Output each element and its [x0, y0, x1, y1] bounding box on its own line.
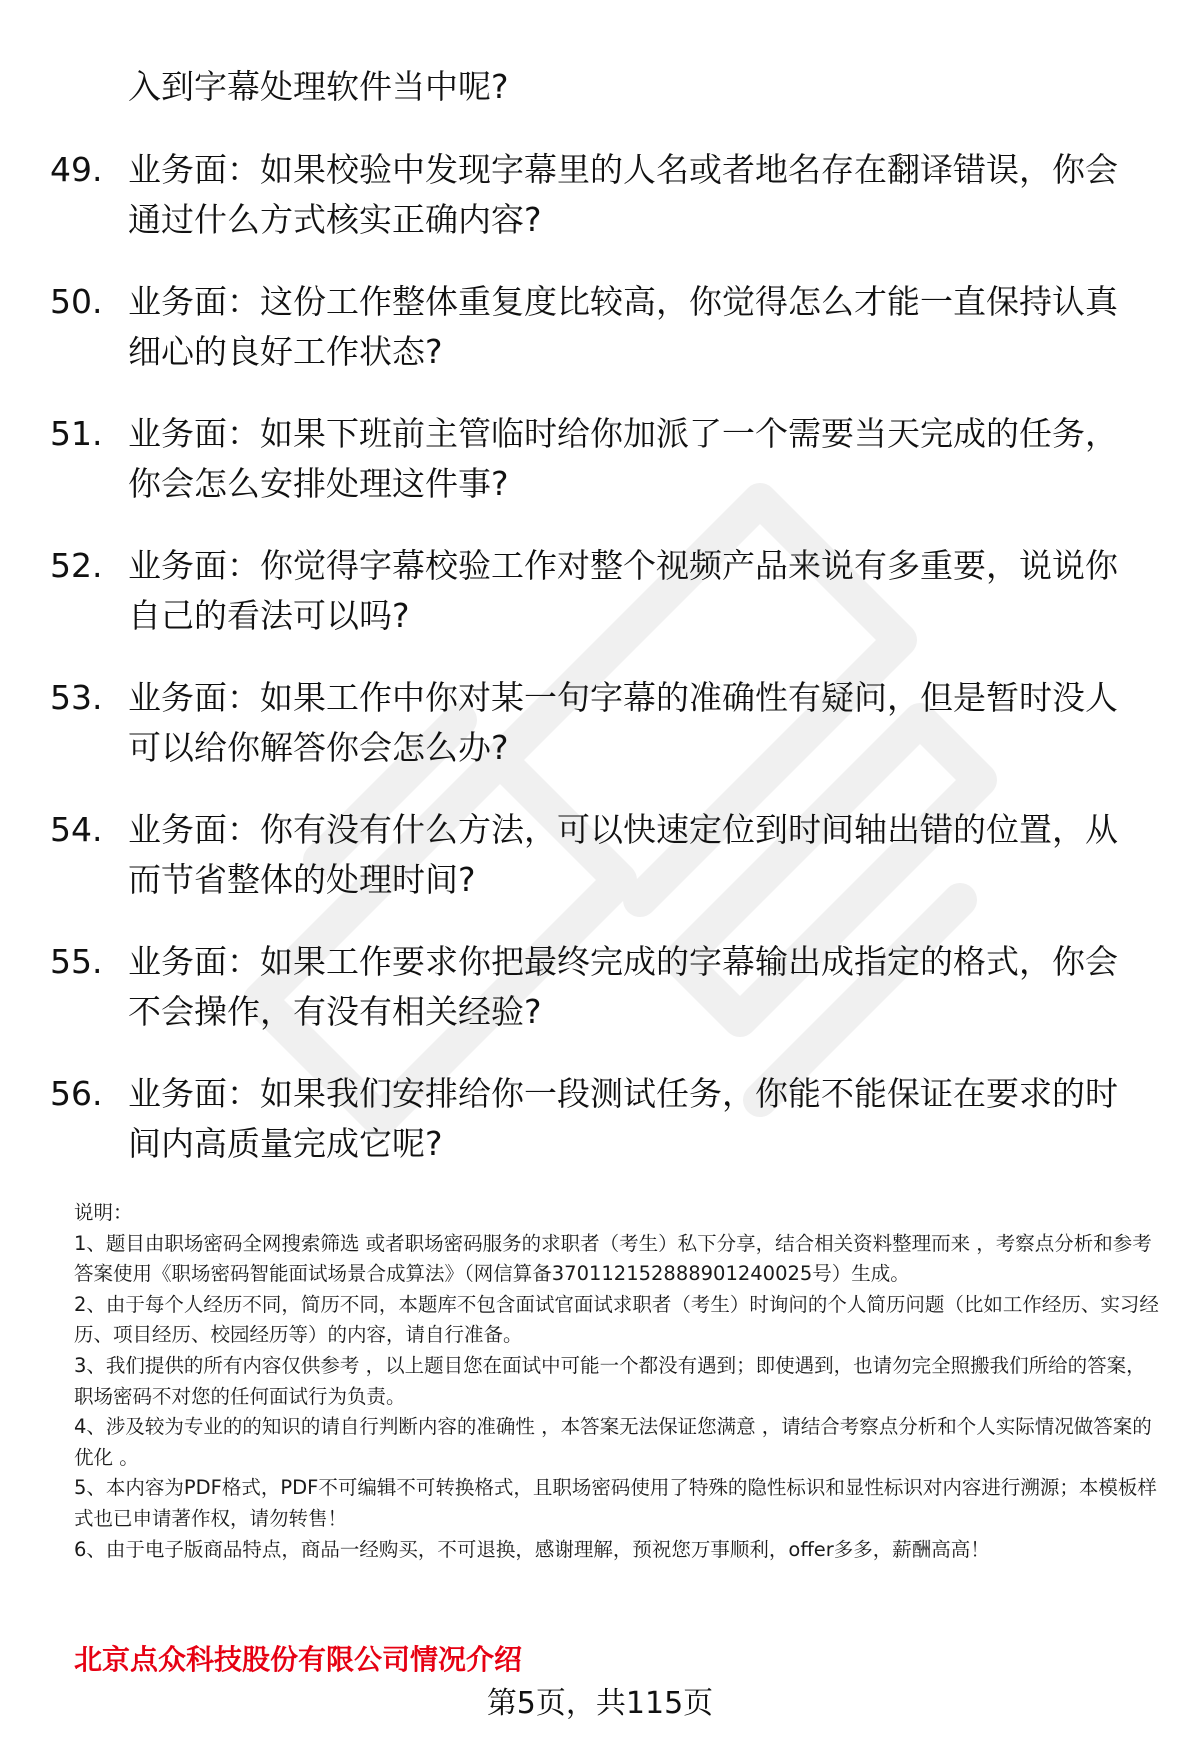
question-text: 业务面：如果工作要求你把最终完成的字幕输出成指定的格式，你会不会操作，有没有相关经验? — [128, 942, 1118, 1031]
question-text: 业务面：你觉得字幕校验工作对整个视频产品来说有多重要，说说你自己的看法可以吗? — [128, 546, 1118, 635]
question-item — [50, 937, 1150, 1069]
question-item — [50, 541, 1150, 673]
question-number: 49. — [50, 150, 103, 189]
company-section-title: 北京点众科技股份有限公司情况介绍 — [74, 1643, 523, 1676]
question-text: 业务面：如果工作中你对某一句字幕的准确性有疑问，但是暂时没人可以给你解答你会怎么办? — [128, 678, 1118, 767]
question-list — [50, 145, 1150, 1201]
question-item — [50, 805, 1150, 937]
question-text: 业务面：如果校验中发现字幕里的人名或者地名存在翻译错误，你会通过什么方式核实正确内容? — [128, 150, 1118, 239]
question-text: 业务面：你有没有什么方法，可以快速定位到时间轴出错的位置，从而节省整体的处理时间? — [128, 810, 1118, 899]
question-number: 53. — [50, 678, 103, 717]
question-continuation: 入到字幕处理软件当中呢? — [128, 67, 509, 106]
question-item — [50, 673, 1150, 805]
notes-title: 说明： — [74, 1201, 133, 1224]
note-item: 2、由于每个人经历不同，简历不同，本题库不包含面试官面试求职者（考生）时询问的个人简历问题（比如工作经历、实习经历、项目经历、校园经历等）的内容，请自行准备。 — [74, 1292, 1159, 1347]
notes-section — [74, 1198, 1164, 1565]
question-text: 业务面：如果我们安排给你一段测试任务，你能不能保证在要求的时间内高质量完成它呢? — [128, 1074, 1118, 1163]
question-number: 54. — [50, 810, 103, 849]
question-number: 55. — [50, 942, 103, 981]
question-number: 56. — [50, 1074, 103, 1113]
question-text: 业务面：这份工作整体重复度比较高，你觉得怎么才能一直保持认真细心的良好工作状态? — [128, 282, 1118, 371]
note-item: 4、涉及较为专业的的知识的请自行判断内容的准确性 ，本答案无法保证您满意 ，请结合考察点分析和个人实际情况做答案的优化 。 — [74, 1415, 1152, 1469]
question-item — [50, 145, 1150, 277]
note-item: 6、由于电子版商品特点，商品一经购买，不可退换，感谢理解，预祝您万事顺利，offer多多，薪酬高高！ — [74, 1537, 990, 1561]
question-text: 业务面：如果下班前主管临时给你加派了一个需要当天完成的任务，你会怎么安排处理这件事? — [128, 414, 1118, 503]
question-number: 52. — [50, 546, 103, 585]
note-item: 5、本内容为PDF格式，PDF不可编辑不可转换格式，且职场密码使用了特殊的隐性标识和显性标识对内容进行溯源；本模板样式也已申请著作权，请勿转售！ — [74, 1476, 1157, 1530]
question-number: 51. — [50, 414, 103, 453]
note-item: 3、我们提供的所有内容仅供参考 ，以上题目您在面试中可能一个都没有遇到；即使遇到，也请勿完全照搬我们所给的答案，职场密码不对您的任何面试行为负责。 — [74, 1353, 1146, 1408]
question-item — [50, 277, 1150, 409]
page-number: 第5页，共115页 — [486, 1686, 714, 1721]
question-item — [50, 409, 1150, 541]
question-item — [50, 1069, 1150, 1201]
note-item: 1、题目由职场密码全网搜索筛选 或者职场密码服务的求职者（考生）私下分享，结合相关资料整理而来 ，考察点分析和参考答案使用《职场密码智能面试场景合成算法》（网信算备370112152888901240025号）生成。 — [74, 1231, 1152, 1286]
question-number: 50. — [50, 282, 103, 321]
